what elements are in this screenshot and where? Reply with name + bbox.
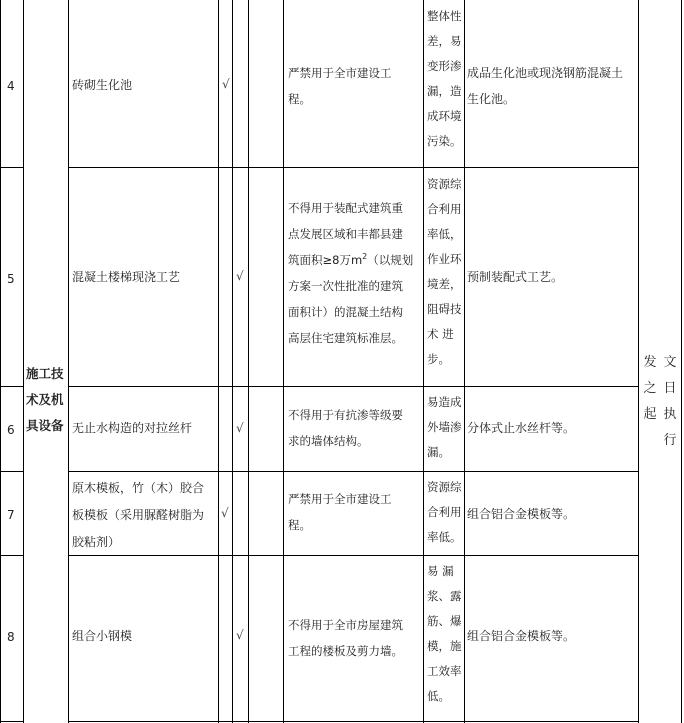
name-line: 原木模板，竹（木）胶合 [72, 481, 205, 495]
restriction-reason [427, 475, 465, 550]
row-number: 8 [7, 630, 15, 644]
row-number: 5 [7, 272, 15, 286]
check-mark: √ [221, 506, 229, 520]
reason-line: 境差， [427, 277, 462, 291]
category-line: 具设备 [26, 418, 64, 433]
effective-char: 文 [663, 355, 677, 370]
effective-date-col-a [641, 350, 659, 428]
check-mark: √ [236, 269, 244, 283]
restriction-reason [427, 4, 465, 154]
item-name: 组合小钢模 [72, 629, 133, 643]
requirement-line: 求的墙体结构。 [288, 434, 369, 448]
reason-line: 漏，造 [427, 84, 462, 98]
requirement-text: （以规划 [367, 253, 414, 267]
reason-line: 作业环 [427, 252, 462, 266]
category-label [26, 361, 68, 439]
reason-line: 筋、爆 [427, 614, 462, 628]
reason-line: 差，易 [427, 34, 462, 48]
restriction-requirement [288, 612, 424, 664]
requirement-line: 严禁用于全市建设工 [288, 492, 392, 506]
item-name: 混凝土楼梯现浇工艺 [72, 270, 181, 284]
category-line: 施工技 [26, 366, 64, 381]
reason-line: 污染。 [427, 134, 462, 148]
restriction-reason [427, 172, 465, 372]
reason-line: 术 进 [427, 327, 454, 341]
reason-line: 漏。 [427, 445, 450, 459]
alternative-technology: 分体式止水丝杆等。 [467, 421, 576, 435]
reason-line: 工效率 [427, 664, 462, 678]
reason-line: 变形渗 [427, 59, 462, 73]
reason-line: 易 漏 [427, 564, 454, 578]
reason-line: 率低。 [427, 530, 462, 544]
name-line: 板模板（采用脲醛树脂为 [72, 508, 205, 522]
requirement-line: 程。 [288, 92, 311, 106]
reason-line: 阻碍技 [427, 302, 462, 316]
reason-line: 步。 [427, 352, 450, 366]
alternative-technology [467, 60, 639, 112]
effective-char: 执 [663, 407, 677, 422]
effective-date-col-b [661, 350, 679, 454]
reason-line: 模，施 [427, 639, 462, 653]
reason-line: 低。 [427, 689, 450, 703]
check-mark: √ [236, 421, 244, 435]
reason-line: 外墙渗 [427, 420, 462, 434]
item-name [72, 475, 222, 556]
reason-line: 成环境 [427, 109, 462, 123]
item-name: 无止水构造的对拉丝杆 [72, 421, 193, 435]
row-number: 7 [7, 508, 15, 522]
alternative-technology: 组合铝合金模板等。 [467, 507, 576, 521]
reason-line: 整体性 [427, 9, 462, 23]
check-mark: √ [236, 628, 244, 642]
requirement-line: 严禁用于全市建设工 [288, 66, 392, 80]
alternative-line: 成品生化池或现浇钢筋混凝土 [467, 66, 624, 80]
effective-char: 行 [663, 433, 677, 448]
requirement-line: 不得用于有抗渗等级要 [288, 408, 403, 422]
restriction-requirement [288, 195, 424, 351]
effective-char: 发 [643, 355, 657, 370]
restriction-requirement [288, 402, 424, 454]
reason-line: 合利用 [427, 505, 462, 519]
requirement-line [288, 247, 424, 273]
restriction-requirement [288, 486, 422, 538]
check-mark: √ [222, 77, 230, 91]
requirement-line: 点发展区域和丰都县建 [288, 227, 403, 241]
reason-line: 易造成 [427, 395, 462, 409]
requirement-line: 工程的楼板及剪力墙。 [288, 644, 403, 658]
restriction-reason [427, 390, 465, 465]
requirement-line: 面积计）的混凝土结构 [288, 305, 403, 319]
superscript: 2 [362, 252, 368, 262]
category-line: 术及机 [26, 392, 64, 407]
row-number: 6 [7, 423, 15, 437]
restriction-requirement [288, 60, 422, 112]
item-name: 砖砌生化池 [72, 78, 133, 92]
name-line: 胶粘剂） [72, 535, 121, 549]
alternative-technology: 组合铝合金模板等。 [467, 629, 576, 643]
alternative-line: 生化池。 [467, 92, 516, 106]
effective-char: 之 [643, 381, 657, 396]
row-number: 4 [7, 79, 15, 93]
reason-line: 资源综 [427, 480, 462, 494]
reason-line: 率低， [427, 227, 462, 241]
requirement-line: 方案一次性批准的建筑 [288, 279, 403, 293]
alternative-technology: 预制装配式工艺。 [467, 270, 564, 284]
requirement-line: 不得用于全市房屋建筑 [288, 618, 403, 632]
requirement-line: 程。 [288, 518, 311, 532]
requirement-line: 高层住宅建筑标准层。 [288, 331, 403, 345]
requirement-line: 不得用于装配式建筑重 [288, 201, 403, 215]
effective-char: 起 [643, 407, 657, 422]
effective-char: 日 [663, 381, 677, 396]
reason-line: 浆、露 [427, 589, 462, 603]
reason-line: 资源综 [427, 177, 462, 191]
restriction-reason [427, 559, 465, 709]
requirement-text: 筑面积≥8万m [288, 253, 363, 267]
reason-line: 合利用 [427, 202, 462, 216]
